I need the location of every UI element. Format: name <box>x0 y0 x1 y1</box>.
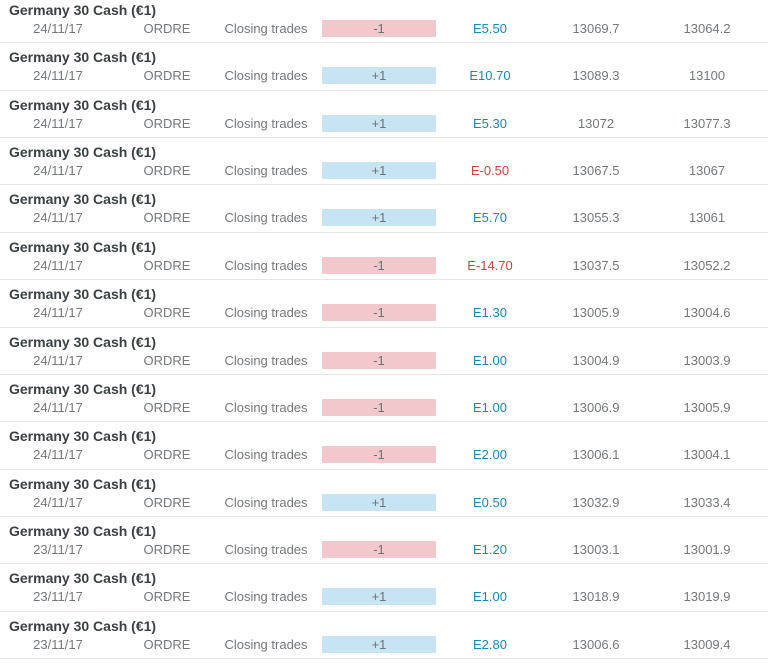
open-level-value: 13006.6 <box>572 636 620 652</box>
trade-type: ORDRE <box>143 589 191 605</box>
position-size-badge: +1 <box>322 209 436 226</box>
instrument-name: Germany 30 Cash (€1) <box>9 144 157 161</box>
pnl-value: E5.30 <box>473 115 507 131</box>
pnl-value: E0.50 <box>473 494 507 510</box>
trade-row-details <box>0 20 768 37</box>
trade-activity: Closing trades <box>224 115 308 131</box>
trade-activity: Closing trades <box>224 163 308 179</box>
open-level-value: 13005.9 <box>572 305 620 321</box>
position-size-cell <box>314 541 444 558</box>
trade-row-details <box>0 494 768 511</box>
trade-date: 24/11/17 <box>33 68 83 84</box>
trade-activity: Closing trades <box>224 589 308 605</box>
position-size-badge: -1 <box>322 20 436 37</box>
open-level-value: 13037.5 <box>572 257 620 273</box>
position-size-badge: -1 <box>322 257 436 274</box>
position-size-cell <box>314 399 444 416</box>
instrument-name: Germany 30 Cash (€1) <box>9 191 157 208</box>
trade-activity: Closing trades <box>224 257 308 273</box>
instrument-name: Germany 30 Cash (€1) <box>9 286 157 303</box>
close-level-value: 13004.6 <box>683 305 731 321</box>
trade-row[interactable] <box>0 138 768 185</box>
position-size-cell <box>314 162 444 179</box>
position-size-badge: -1 <box>322 352 436 369</box>
trade-row-details <box>0 588 768 605</box>
position-size-badge: -1 <box>322 304 436 321</box>
position-size-badge: -1 <box>322 541 436 558</box>
open-level-value: 13006.1 <box>572 447 620 463</box>
instrument-name: Germany 30 Cash (€1) <box>9 2 157 18</box>
position-size-cell <box>314 209 444 226</box>
pnl-value: E1.20 <box>473 541 507 557</box>
position-size-cell <box>314 67 444 84</box>
trade-row-details <box>0 257 768 274</box>
pnl-value: E1.30 <box>473 305 507 321</box>
trade-date: 24/11/17 <box>33 447 83 463</box>
position-size-badge: -1 <box>322 399 436 416</box>
trade-row[interactable] <box>0 280 768 327</box>
trade-row-details <box>0 209 768 226</box>
trade-row[interactable] <box>0 185 768 232</box>
trade-row[interactable] <box>0 375 768 422</box>
trade-type: ORDRE <box>143 163 191 179</box>
pnl-value: E5.70 <box>473 210 507 226</box>
close-level-value: 13001.9 <box>683 541 731 557</box>
close-level-value: 13067 <box>688 163 726 179</box>
pnl-value: E2.80 <box>473 636 507 652</box>
close-level-value: 13061 <box>688 210 726 226</box>
close-level-value: 13052.2 <box>683 257 731 273</box>
trade-type: ORDRE <box>143 399 191 415</box>
trade-activity: Closing trades <box>224 21 308 36</box>
trade-date: 24/11/17 <box>33 494 83 510</box>
open-level-value: 13018.9 <box>572 589 620 605</box>
trade-row-details <box>0 304 768 321</box>
close-level-value: 13005.9 <box>683 399 731 415</box>
trade-row-details <box>0 541 768 558</box>
close-level-value: 13077.3 <box>683 115 731 131</box>
trade-row[interactable] <box>0 328 768 375</box>
trade-row-details <box>0 162 768 179</box>
trade-date: 24/11/17 <box>33 163 83 179</box>
pnl-value: E1.00 <box>473 352 507 368</box>
position-size-badge: +1 <box>322 115 436 132</box>
trade-row[interactable] <box>0 233 768 280</box>
trade-row[interactable] <box>0 517 768 564</box>
instrument-name: Germany 30 Cash (€1) <box>9 570 157 587</box>
position-size-badge: +1 <box>322 636 436 653</box>
trade-row-details <box>0 115 768 132</box>
trade-date: 23/11/17 <box>33 541 83 557</box>
trade-activity: Closing trades <box>224 399 308 415</box>
trade-row-details <box>0 446 768 463</box>
position-size-cell <box>314 257 444 274</box>
instrument-name: Germany 30 Cash (€1) <box>9 96 157 113</box>
position-size-badge: +1 <box>322 67 436 84</box>
position-size-cell <box>314 20 444 37</box>
instrument-name: Germany 30 Cash (€1) <box>9 380 157 397</box>
position-size-cell <box>314 115 444 132</box>
trade-date: 24/11/17 <box>33 21 83 36</box>
close-level-value: 13009.4 <box>683 636 731 652</box>
trade-row[interactable] <box>0 470 768 517</box>
trade-row[interactable] <box>0 91 768 138</box>
trade-date: 24/11/17 <box>33 399 83 415</box>
trade-type: ORDRE <box>143 541 191 557</box>
trade-row-details <box>0 636 768 653</box>
trade-row-details <box>0 67 768 84</box>
open-level-value: 13004.9 <box>572 352 620 368</box>
trade-activity: Closing trades <box>224 68 308 84</box>
instrument-name: Germany 30 Cash (€1) <box>9 475 157 492</box>
trade-type: ORDRE <box>143 352 191 368</box>
close-level-value: 13004.1 <box>683 447 731 463</box>
trade-date: 23/11/17 <box>33 589 83 605</box>
trade-type: ORDRE <box>143 210 191 226</box>
open-level-value: 13069.7 <box>572 21 620 36</box>
open-level-value: 13006.9 <box>572 399 620 415</box>
pnl-value: E1.00 <box>473 589 507 605</box>
trade-activity: Closing trades <box>224 447 308 463</box>
trade-type: ORDRE <box>143 494 191 510</box>
open-level-value: 13032.9 <box>572 494 620 510</box>
trade-date: 24/11/17 <box>33 210 83 226</box>
trade-type: ORDRE <box>143 305 191 321</box>
trade-type: ORDRE <box>143 636 191 652</box>
instrument-name: Germany 30 Cash (€1) <box>9 428 157 445</box>
trade-type: ORDRE <box>143 257 191 273</box>
pnl-value: E5.50 <box>473 21 507 36</box>
position-size-cell <box>314 636 444 653</box>
instrument-name: Germany 30 Cash (€1) <box>9 49 157 66</box>
trade-row[interactable] <box>0 612 768 659</box>
open-level-value: 13055.3 <box>572 210 620 226</box>
pnl-value: E-0.50 <box>470 163 510 179</box>
trade-type: ORDRE <box>143 21 191 36</box>
open-level-value: 13072 <box>577 115 615 131</box>
position-size-cell <box>314 494 444 511</box>
trade-date: 23/11/17 <box>33 636 83 652</box>
trade-type: ORDRE <box>143 68 191 84</box>
open-level-value: 13067.5 <box>572 163 620 179</box>
position-size-badge: +1 <box>322 162 436 179</box>
trade-row[interactable] <box>0 564 768 611</box>
trade-row-details <box>0 399 768 416</box>
trade-date: 24/11/17 <box>33 115 83 131</box>
close-level-value: 13003.9 <box>683 352 731 368</box>
pnl-value: E1.00 <box>473 399 507 415</box>
trade-row[interactable] <box>0 0 768 43</box>
pnl-value: E10.70 <box>469 68 511 84</box>
position-size-cell <box>314 304 444 321</box>
instrument-name: Germany 30 Cash (€1) <box>9 617 157 634</box>
pnl-value: E-14.70 <box>467 257 513 273</box>
instrument-name: Germany 30 Cash (€1) <box>9 238 157 255</box>
trade-date: 24/11/17 <box>33 305 83 321</box>
close-level-value: 13033.4 <box>683 494 731 510</box>
position-size-badge: -1 <box>322 446 436 463</box>
position-size-cell <box>314 352 444 369</box>
position-size-cell <box>314 446 444 463</box>
trade-date: 24/11/17 <box>33 257 83 273</box>
trade-activity: Closing trades <box>224 541 308 557</box>
trade-row[interactable] <box>0 422 768 469</box>
trade-activity: Closing trades <box>224 494 308 510</box>
trade-activity: Closing trades <box>224 210 308 226</box>
open-level-value: 13003.1 <box>572 541 620 557</box>
trade-type: ORDRE <box>143 115 191 131</box>
close-level-value: 13064.2 <box>683 21 731 36</box>
open-level-value: 13089.3 <box>572 68 620 84</box>
close-level-value: 13019.9 <box>683 589 731 605</box>
trade-row[interactable] <box>0 43 768 90</box>
position-size-badge: +1 <box>322 494 436 511</box>
position-size-cell <box>314 588 444 605</box>
pnl-value: E2.00 <box>473 447 507 463</box>
trade-date: 24/11/17 <box>33 352 83 368</box>
position-size-badge: +1 <box>322 588 436 605</box>
trade-activity: Closing trades <box>224 305 308 321</box>
close-level-value: 13100 <box>688 68 726 84</box>
instrument-name: Germany 30 Cash (€1) <box>9 522 157 539</box>
trade-activity: Closing trades <box>224 352 308 368</box>
instrument-name: Germany 30 Cash (€1) <box>9 333 157 350</box>
trade-row-details <box>0 352 768 369</box>
trade-activity: Closing trades <box>224 636 308 652</box>
trade-type: ORDRE <box>143 447 191 463</box>
